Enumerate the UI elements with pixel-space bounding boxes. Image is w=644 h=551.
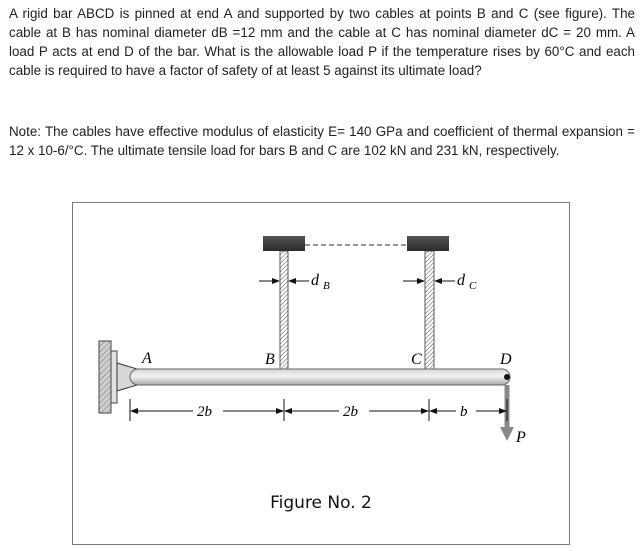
problem-paragraph-1: A rigid bar ABCD is pinned at end A and supported by two cables at points B and C (see figure). The cable at B has nominal diameter dB =12 mm and the cable at C has nominal diameter dC = 20 mm. A load P acts at end D of the bar. What is the allowable load P if the temperature rises by 60°C and each cable is required to have a factor of safety of at least 5 against its ultimate load? bbox=[9, 6, 635, 78]
figure-caption: Figure No. 2 bbox=[270, 493, 372, 513]
dimension-ab-label: 2b bbox=[197, 404, 212, 420]
diameter-subscript: B bbox=[323, 280, 330, 292]
rigid-bar bbox=[130, 369, 510, 385]
dimension-bc-label: 2b bbox=[343, 404, 358, 420]
load-p-label: P bbox=[516, 429, 526, 446]
problem-paragraph-2: Note: The cables have effective modulus of elasticity E= 140 GPa and coefficient of thermal expansion = 12 x 10-6/°C. The ultimate tensile load for bars B and C are 102 kN and 231 kN, respectively. bbox=[9, 124, 635, 158]
point-label-c: C bbox=[411, 351, 422, 368]
cable-b-diameter-label: d $_B$ bbox=[311, 272, 330, 292]
figure-frame bbox=[72, 202, 570, 545]
cable-c-diameter-label: d $_C$ bbox=[457, 272, 477, 292]
dimension-cd-label: b bbox=[460, 404, 468, 420]
wall-a bbox=[99, 341, 111, 413]
point-d-marker bbox=[504, 374, 510, 380]
cable-c bbox=[425, 251, 434, 369]
ceiling-support-c bbox=[407, 236, 449, 251]
diameter-subscript: C bbox=[469, 280, 477, 292]
ceiling-support-b bbox=[263, 236, 305, 251]
point-label-a: A bbox=[142, 350, 152, 367]
point-label-b: B bbox=[265, 351, 275, 368]
point-label-d: D bbox=[500, 351, 512, 368]
cable-b bbox=[280, 251, 288, 369]
